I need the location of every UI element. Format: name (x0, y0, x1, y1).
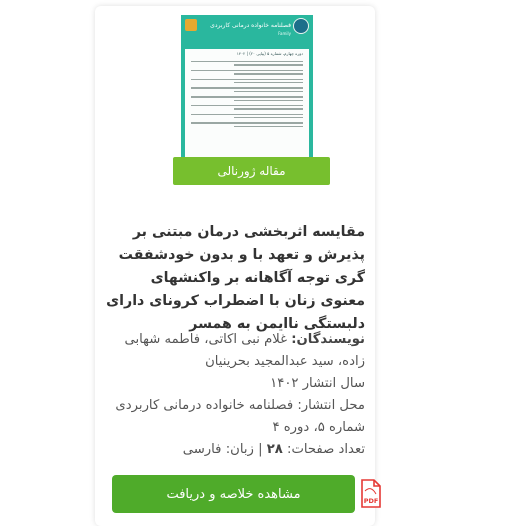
venue-value: فصلنامه خانواده درمانی کاربردی (115, 398, 294, 413)
pdf-icon-label: PDF (363, 497, 379, 505)
publication-year: سال انتشار ۱۴۰۲ (270, 376, 365, 391)
language-value: فارسی (182, 442, 222, 457)
journal-logo-icon (293, 18, 309, 34)
publisher-logo-icon (185, 19, 197, 31)
authors-label: نویسندگان: (291, 332, 365, 347)
cover-journal-title: فصلنامه خانواده درمانی کاربردی (210, 22, 291, 29)
cover-table-of-contents (185, 49, 309, 157)
venue-label: محل انتشار: (297, 398, 365, 413)
cover-header (181, 15, 313, 49)
pages-value: ۲۸ (266, 442, 283, 457)
article-type-badge: مقاله ژورنالی (173, 157, 330, 185)
pages-label: تعداد صفحات: (287, 442, 365, 457)
view-abstract-download-button[interactable]: مشاهده خلاصه و دریافت (112, 475, 355, 513)
language-label: زبان: (225, 442, 254, 457)
article-title[interactable]: مقایسه اثربخشی درمان مبتنی بر پذیرش و تعهد با و بدون خودشفقت گری توجه آگاهانه بر واکنشهای معنوی زنان با اضطراب کرونای دارای دلبستگی ناایمن به همسر (106, 224, 365, 332)
venue-row (103, 395, 365, 417)
article-meta (103, 329, 365, 461)
toc-lines (185, 61, 309, 131)
authors-row (103, 329, 365, 373)
authors-value: غلام نبی اکاتی، فاطمه شهابی زاده، سید عبدالمجید بحرینیان (124, 332, 365, 369)
cover-issue-line: دوره چهارم، شماره ۵ (پیاپی ۲۰) | ۱۴۰۲ (236, 51, 303, 56)
article-card (95, 6, 379, 526)
cover-subtitle: Family (278, 31, 291, 36)
pdf-file-icon[interactable] (360, 479, 382, 509)
pages-language-row (103, 439, 365, 461)
journal-cover-image[interactable] (181, 15, 313, 165)
issue-row: شماره ۵، دوره ۴ (272, 420, 365, 435)
meta-separator: | (258, 442, 263, 457)
